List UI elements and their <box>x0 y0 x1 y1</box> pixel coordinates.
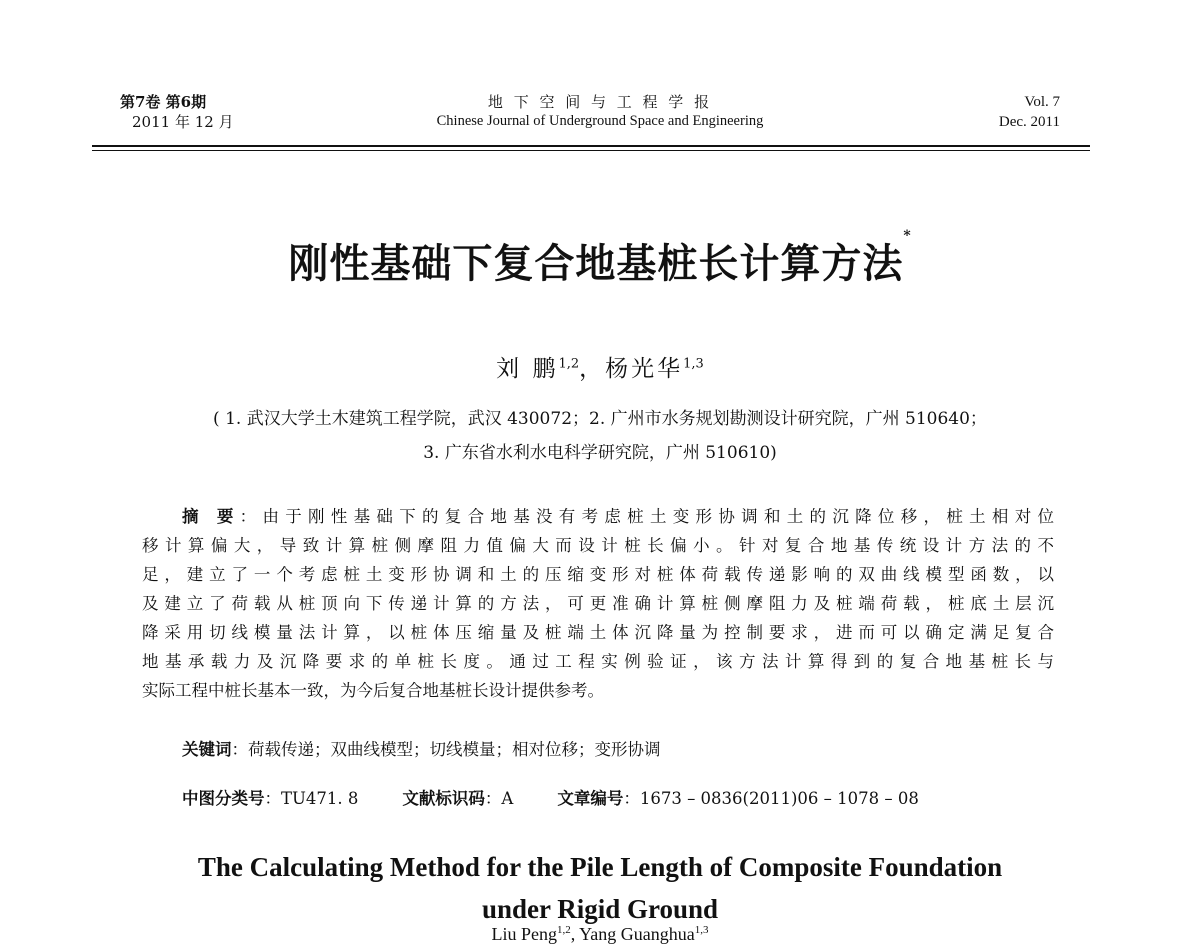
author-2-aff: 1,3 <box>683 356 704 372</box>
abstract-line: 足，建立了一个考虑桩土变形协调和土的压缩变形对桩体荷载传递影响的双曲线模型函数，以 <box>142 565 1054 584</box>
abstract-line: 实际工程中桩长基本一致，为今后复合地基桩长设计提供参考。 <box>142 681 604 700</box>
author-en-1-name: Liu Peng <box>491 924 557 944</box>
affiliation-line-2: 3. 广东省水利水电科学研究院，广州 510610) <box>423 443 777 463</box>
title-footnote-mark: * <box>903 228 912 244</box>
header-rule-thick <box>92 145 1090 147</box>
keywords-text: ：荷载传递；双曲线模型；切线模量；相对位移；变形协调 <box>231 740 661 759</box>
abstract-line: 移计算偏大，导致计算桩侧摩阻力值偏大而设计桩长偏小。针对复合地基传统设计方法的不 <box>142 536 1054 555</box>
title-en-line-1: The Calculating Method for the Pile Length of Composite Foundation <box>197 852 1003 882</box>
authors-cn <box>0 350 1200 383</box>
author-1-aff: 1,2 <box>558 356 580 372</box>
author-1-name: 刘 鹏 <box>496 356 559 382</box>
doc-code-value: ：A <box>484 789 514 808</box>
date-cn: 2011 年 12 月 <box>132 113 234 132</box>
paper-title-en <box>0 846 1200 930</box>
abstract-line: 降采用切线模量法计算，以桩体压缩量及桩端土体沉降量为控制要求，进而可以确定满足复合 <box>142 623 1054 642</box>
keywords <box>182 736 661 760</box>
title-en-line-2: under Rigid Ground <box>481 894 719 924</box>
abstract-line: 及建立了荷载从桩顶向下传递计算的方法，可更准确计算桩侧摩阻力及桩端荷载，桩底土层沉 <box>142 594 1054 613</box>
abstract-text: 由于刚性基础下的复合地基没有考虑桩土变形协调和土的沉降位移，桩土相对位 <box>262 507 1055 526</box>
paper-title-cn <box>0 228 1200 289</box>
affiliation-line-1: ( 1. 武汉大学土木建筑工程学院，武汉 430072；2. 广州市水务规划勘测设计研究院，广州 510640； <box>213 409 987 429</box>
date-en: Dec. 2011 <box>998 114 1060 131</box>
author-2-name: 杨光华 <box>605 356 684 382</box>
authors-en <box>0 924 1200 945</box>
author-en-2-name: Yang Guanghua <box>579 924 695 944</box>
abstract-line <box>142 502 1054 531</box>
abstract <box>142 502 1054 705</box>
clc-value: ：TU471. 8 <box>264 789 359 808</box>
keywords-label: 关键词 <box>182 740 232 759</box>
classification-line <box>182 785 919 809</box>
header-right <box>999 92 1060 133</box>
doc-code-label: 文献标识码 <box>402 789 485 808</box>
header-rule-thin <box>92 150 1090 151</box>
abstract-colon: ： <box>239 507 263 526</box>
article-number-value: ：1673 – 0836(2011)06 – 1078 – 08 <box>623 789 919 808</box>
volume-issue-cn: 第7卷 第6期 <box>120 93 207 111</box>
journal-name-en: Chinese Journal of Underground Space and Engineering <box>436 113 764 130</box>
abstract-label: 摘 要 <box>182 507 240 526</box>
volume-en: Vol. 7 <box>1024 94 1060 110</box>
author-en-1-aff: 1,2 <box>556 924 571 936</box>
article-number-label: 文章编号 <box>557 789 624 808</box>
title-text: 刚性基础下复合地基桩长计算方法 <box>288 240 904 287</box>
author-en-separator: , <box>570 924 580 944</box>
abstract-line: 地基承载力及沉降要求的单桩长度。通过工程实例验证，该方法计算得到的复合地基桩长与 <box>142 652 1054 671</box>
journal-name-cn: 地 下 空 间 与 工 程 学 报 <box>487 93 713 111</box>
clc-label: 中图分类号 <box>182 789 265 808</box>
author-separator: ， <box>579 356 606 382</box>
author-en-2-aff: 1,3 <box>694 924 709 936</box>
